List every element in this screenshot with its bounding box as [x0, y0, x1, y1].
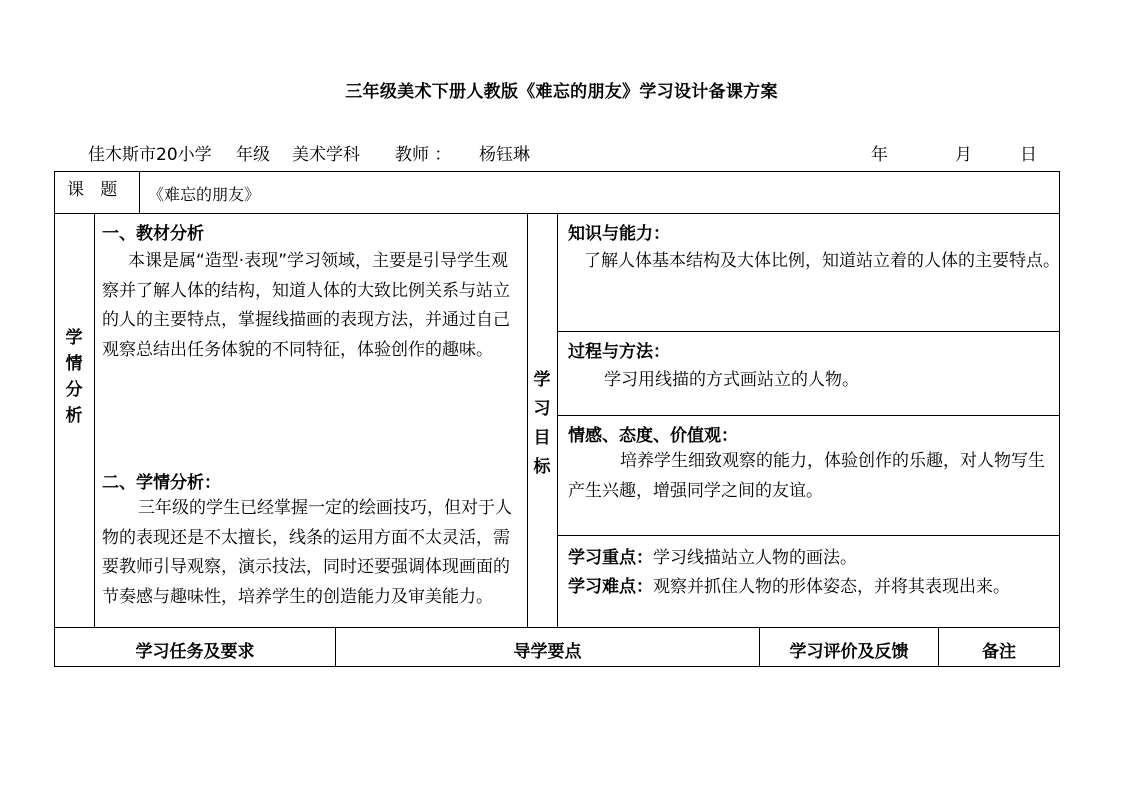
key-points-cell: [557, 535, 1060, 628]
teacher-label: 教师 ：: [395, 145, 452, 165]
emotion-text: 培养学生细致观察的能力，体验创作的乐趣，对人物写生产生兴趣，增强同学之间的友谊。: [568, 451, 1045, 501]
topic-value: 《难忘的朋友》: [148, 185, 261, 204]
school-name: 佳木斯市20小学: [88, 145, 212, 165]
teacher-name: 杨钰琳: [479, 145, 530, 165]
process-cell: [557, 331, 1060, 416]
notes-header: 备注: [982, 642, 1016, 662]
difficulty-label: 学习难点：: [568, 577, 653, 597]
textbook-analysis-heading: 一、教材分析: [102, 224, 204, 244]
grade-label: 年级: [236, 145, 270, 165]
notes-header-cell: [938, 627, 1060, 667]
goals-label: 学习目标: [533, 370, 551, 477]
knowledge-heading: 知识与能力：: [568, 224, 670, 244]
key-point-label: 学习重点：: [568, 548, 653, 568]
key-point-line: [568, 543, 857, 568]
year-label: 年: [871, 145, 888, 165]
knowledge-text: 了解人体基本结构及大体比例，知道站立着的人体的主要特点。: [584, 251, 1060, 271]
month-label: 月: [955, 145, 972, 165]
difficulty-text: 观察并抓住人物的形体姿态，并将其表现出来。: [653, 577, 1010, 597]
topic-label-cell: [54, 171, 140, 214]
textbook-analysis-text: 本课是属“造型·表现”学习领域，主要是引导学生观察并了解人体的结构，知道人体的大致比例关系与站立的人的主要特点，掌握线描画的表现方法，并通过自己观察总结出任务体貌的不同特征，体验创作的趣味。: [102, 251, 510, 360]
emotion-heading: 情感、态度、价值观：: [568, 426, 738, 446]
difficulty-line: [568, 572, 1010, 597]
analysis-label-cell: [54, 213, 95, 628]
subject-label: 美术学科: [292, 145, 360, 165]
tasks-header: 学习任务及要求: [135, 642, 255, 662]
topic-value-cell: [139, 171, 1060, 214]
process-heading: 过程与方法：: [568, 342, 670, 362]
process-text: 学习用线描的方式画站立的人物。: [604, 370, 859, 390]
key-point-text: 学习线描站立人物的画法。: [653, 548, 857, 568]
knowledge-cell: [557, 213, 1060, 332]
goals-label-cell: [527, 213, 558, 628]
analysis-content-cell: [94, 213, 528, 628]
topic-label: 课 题: [67, 180, 118, 200]
evaluation-header: 学习评价及反馈: [789, 642, 909, 662]
evaluation-header-cell: [759, 627, 939, 667]
emotion-cell: [557, 415, 1060, 536]
student-analysis-text: 三年级的学生已经掌握一定的绘画技巧，但对于人物的表现还是不太擅长，线条的运用方面不太灵活，需要教师引导观察，演示技法，同时还要强调体现画面的节奏感与趣味性，培养学生的创造能力及审美能力。: [102, 498, 512, 607]
student-analysis-heading: 二、学情分析：: [102, 473, 221, 493]
guidance-header-cell: [335, 627, 760, 667]
analysis-label: 学情分析: [65, 328, 83, 426]
day-label: 日: [1020, 145, 1037, 165]
document-title: 三年级美术下册人教版《难忘的朋友》学习设计备课方案: [345, 82, 778, 102]
guidance-header: 导学要点: [513, 642, 582, 662]
tasks-header-cell: [54, 627, 336, 667]
